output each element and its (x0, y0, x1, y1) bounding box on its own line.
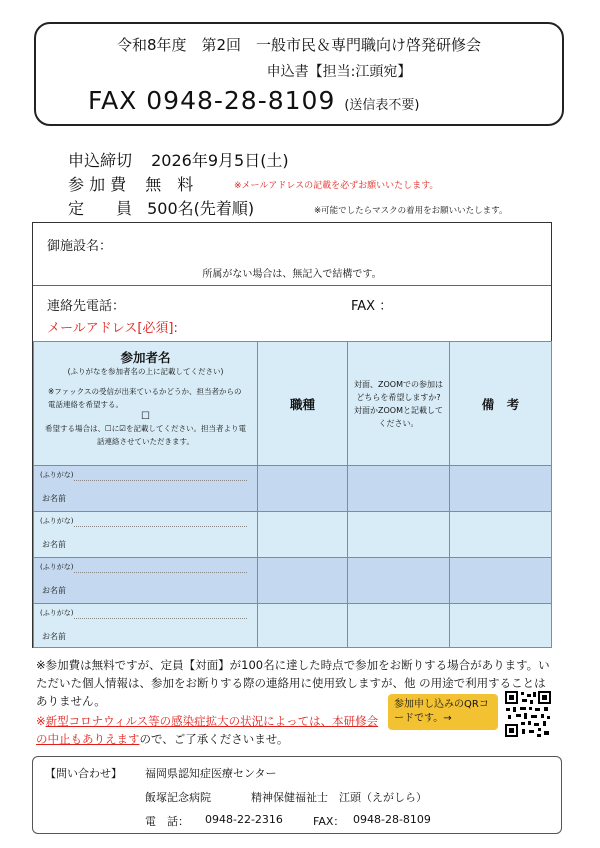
remarks-cell[interactable] (450, 466, 552, 512)
phone-label: 連絡先電話： (47, 299, 126, 314)
capacity-label: 定 員 (68, 199, 133, 218)
header-mode: 対面、ZOOMでの参加はどちらを希望しますか?対面かZOOMと記載してください。 (348, 342, 450, 466)
job-cell[interactable] (258, 466, 348, 512)
fax-note: (送信表不要) (344, 98, 420, 113)
contact-box (32, 756, 562, 834)
name-cell[interactable] (34, 466, 258, 512)
footer-note-2 (36, 712, 386, 748)
page-subtitle: 申込書【担当:江頭宛】 (266, 64, 412, 80)
divider (33, 285, 551, 286)
fee-note: ※メールアドレスの記載を必ずお願いいたします。 (234, 181, 439, 191)
table-row (34, 604, 552, 648)
note-suffix: ので、ご了承くださいませ。 (139, 732, 289, 746)
capacity-row (68, 196, 254, 219)
table-row (34, 558, 552, 604)
table-header-row (34, 342, 552, 466)
name-label: お名前 (42, 586, 66, 595)
contact-phone[interactable]: 0948-22-2316 (205, 813, 283, 826)
header-participant (34, 342, 258, 466)
contact-phone-label: 電 話： (145, 815, 189, 828)
application-form (32, 222, 552, 648)
furigana-label: (ふりがな) (40, 563, 74, 571)
contact-fax-label: FAX： (313, 815, 345, 828)
name-label: お名前 (42, 540, 66, 549)
contact-org: 福岡県認知症医療センター (145, 767, 277, 780)
col-name-note1: ※ファックスの受信が出来ているかどうか、担当者からの電話連絡を希望する。 (48, 387, 242, 409)
job-cell[interactable] (258, 558, 348, 604)
remarks-cell[interactable] (450, 512, 552, 558)
page-title: 令和8年度 第2回 一般市民＆専門職向け啓発研修会 (116, 36, 482, 54)
email-label: メールアドレス[必須]: (47, 321, 178, 336)
contact-hospital: 飯塚記念病院 (145, 791, 211, 804)
header-job: 職種 (258, 342, 348, 466)
note-mark: ※ (36, 714, 46, 728)
job-cell[interactable] (258, 604, 348, 648)
contact-person: 精神保健福祉士 江頭（えがしら） (251, 791, 427, 804)
remarks-cell[interactable] (450, 604, 552, 648)
capacity-note: ※可能でしたらマスクの着用をお願いいたします。 (314, 206, 508, 216)
dotted-line (74, 520, 247, 527)
job-cell[interactable] (258, 512, 348, 558)
col-name-sub: (ふりがなを参加者名の上に記載してください) (67, 367, 224, 376)
mode-cell[interactable] (348, 466, 450, 512)
fee-row (68, 172, 193, 195)
checkbox-icon: ☐ (141, 411, 150, 422)
name-cell[interactable] (34, 604, 258, 648)
table-row (34, 466, 552, 512)
deadline-row (68, 148, 289, 171)
participant-table (33, 341, 552, 648)
dotted-line (74, 566, 247, 573)
fax-label: FAX ： (351, 299, 393, 314)
name-cell[interactable] (34, 558, 258, 604)
mode-cell[interactable] (348, 558, 450, 604)
col-name-note2: 希望する場合は、☐に☑を記載してください。担当者より電話連絡させていただきます。 (45, 424, 246, 446)
fee-label: 参 加 費 (68, 175, 127, 194)
dotted-line (74, 474, 247, 481)
qr-button-label: 参加申し込みのQRコードです。→ (388, 694, 498, 730)
facility-note: 所属がない場合は、無記入で結構です。 (202, 269, 382, 280)
header-remarks: 備 考 (450, 342, 552, 466)
remarks-cell[interactable] (450, 558, 552, 604)
deadline-value: 2026年9月5日(土) (151, 151, 289, 170)
col-name-title: 参加者名 (120, 350, 171, 365)
qr-code-icon[interactable] (504, 690, 552, 738)
name-label: お名前 (42, 632, 66, 641)
mode-cell[interactable] (348, 512, 450, 558)
mode-cell[interactable] (348, 604, 450, 648)
fax-main-text: FAX 0948-28-8109 (88, 86, 336, 115)
name-cell[interactable] (34, 512, 258, 558)
furigana-label: (ふりがな) (40, 471, 74, 479)
deadline-label: 申込締切 (68, 151, 133, 170)
capacity-value: 500名(先着順) (147, 199, 255, 218)
table-row (34, 512, 552, 558)
dotted-line (74, 612, 247, 619)
fee-value: 無 料 (145, 175, 194, 194)
contact-fax[interactable]: 0948-28-8109 (353, 813, 431, 826)
furigana-label: (ふりがな) (40, 517, 74, 525)
cancel-warning: 新型コロナウィルス等の感染症拡大の状況によっては、本研修会の中止もありえます (36, 714, 379, 746)
furigana-label: (ふりがな) (40, 609, 74, 617)
contact-label: 【問い合わせ】 (45, 767, 122, 780)
facility-label: 御施設名： (47, 239, 113, 254)
name-label: お名前 (42, 494, 66, 503)
fax-number-main (88, 86, 419, 115)
footer-note-1: ※参加費は無料ですが、定員【対面】が100名に達した時点で参加をお断りする場合があります。いただいた個人情報は、参加をお断りする際の連絡用に使用致しますが、他 の用途で利用することはありません。 (36, 658, 550, 708)
